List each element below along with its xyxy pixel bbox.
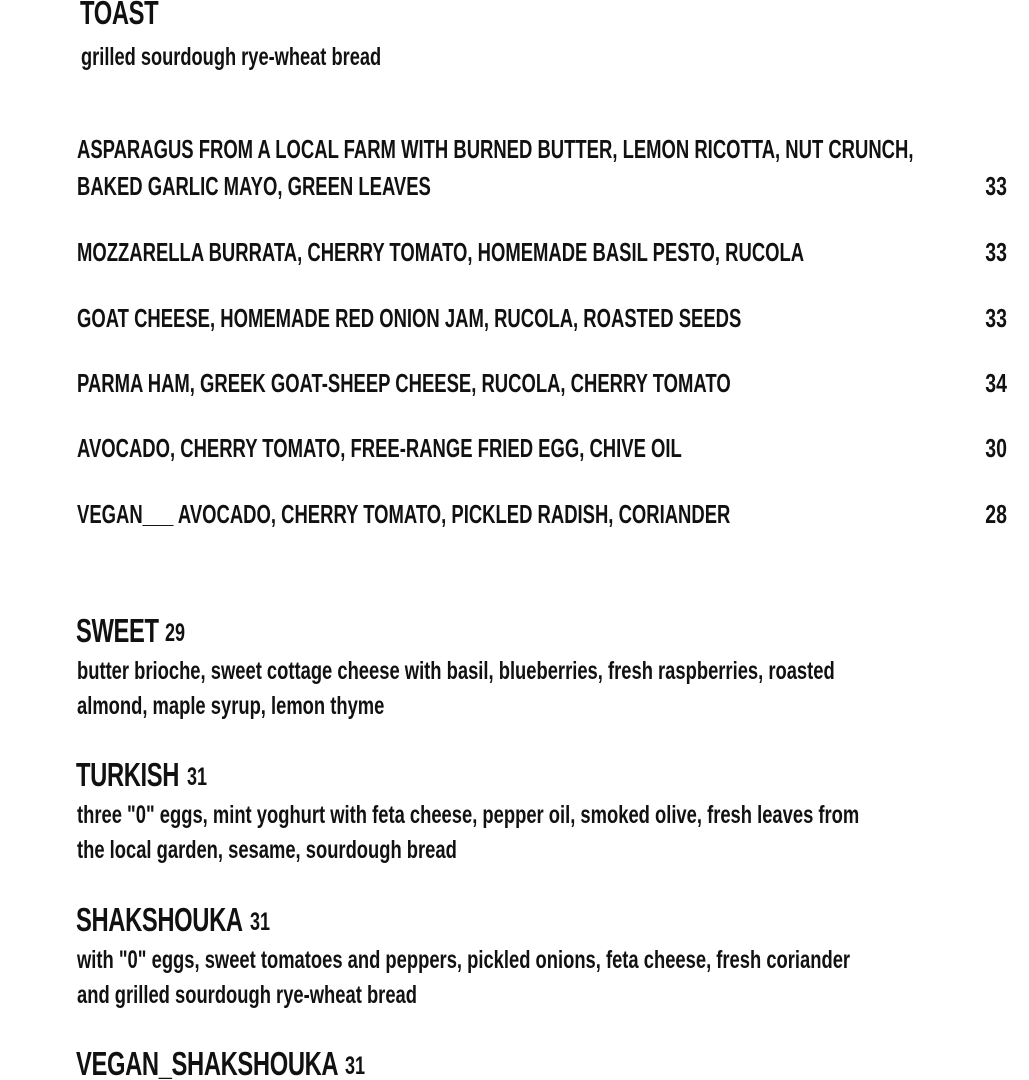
vegan-shakshouka-price: 31 (345, 1052, 366, 1080)
toast-item-1-line-1: ASPARAGUS FROM A LOCAL FARM WITH BURNED BUTTER, LEMON RICOTTA, NUT CRUNCH, (77, 134, 914, 164)
shakshouka-desc-line-1: with "0" eggs, sweet tomatoes and peppers, pickled onions, feta cheese, fresh coriander (77, 946, 851, 974)
toast-title: TOAST (80, 0, 159, 31)
toast-item-1-line-2: BAKED GARLIC MAYO, GREEN LEAVES (77, 171, 431, 201)
toast-item-4: PARMA HAM, GREEK GOAT-SHEEP CHEESE, RUCOLA, CHERRY TOMATO (77, 368, 731, 398)
vegan-shakshouka-title: VEGAN_SHAKSHOUKA (76, 1045, 339, 1080)
toast-item-5-price: 30 (985, 433, 1007, 463)
turkish-price: 31 (187, 763, 208, 791)
sweet-price: 29 (165, 619, 186, 647)
sweet-desc-line-2: almond, maple syrup, lemon thyme (77, 692, 385, 720)
toast-item-3: GOAT CHEESE, HOMEMADE RED ONION JAM, RUCOLA, ROASTED SEEDS (77, 303, 742, 333)
toast-item-6-price: 28 (985, 499, 1007, 529)
toast-item-3-price: 33 (985, 303, 1007, 333)
turkish-desc-line-2: the local garden, sesame, sourdough bread (77, 836, 457, 864)
toast-subtitle: grilled sourdough rye-wheat bread (81, 43, 382, 71)
sweet-desc-line-1: butter brioche, sweet cottage cheese with basil, blueberries, fresh raspberries, roasted (77, 657, 835, 685)
turkish-title: TURKISH (76, 756, 180, 793)
toast-item-1-price: 33 (985, 171, 1007, 201)
shakshouka-desc-line-2: and grilled sourdough rye-wheat bread (77, 981, 417, 1009)
turkish-desc-line-1: three "0" eggs, mint yoghurt with feta cheese, pepper oil, smoked olive, fresh leaves from (77, 801, 860, 829)
toast-item-4-price: 34 (985, 368, 1007, 398)
toast-item-2: MOZZARELLA BURRATA, CHERRY TOMATO, HOMEMADE BASIL PESTO, RUCOLA (77, 237, 805, 267)
sweet-title: SWEET (76, 612, 159, 649)
toast-item-2-price: 33 (985, 237, 1007, 267)
shakshouka-title: SHAKSHOUKA (76, 901, 243, 938)
toast-item-5: AVOCADO, CHERRY TOMATO, FREE-RANGE FRIED EGG, CHIVE OIL (77, 433, 682, 463)
toast-item-6: VEGAN___ AVOCADO, CHERRY TOMATO, PICKLED RADISH, CORIANDER (77, 499, 731, 529)
shakshouka-price: 31 (250, 908, 271, 936)
